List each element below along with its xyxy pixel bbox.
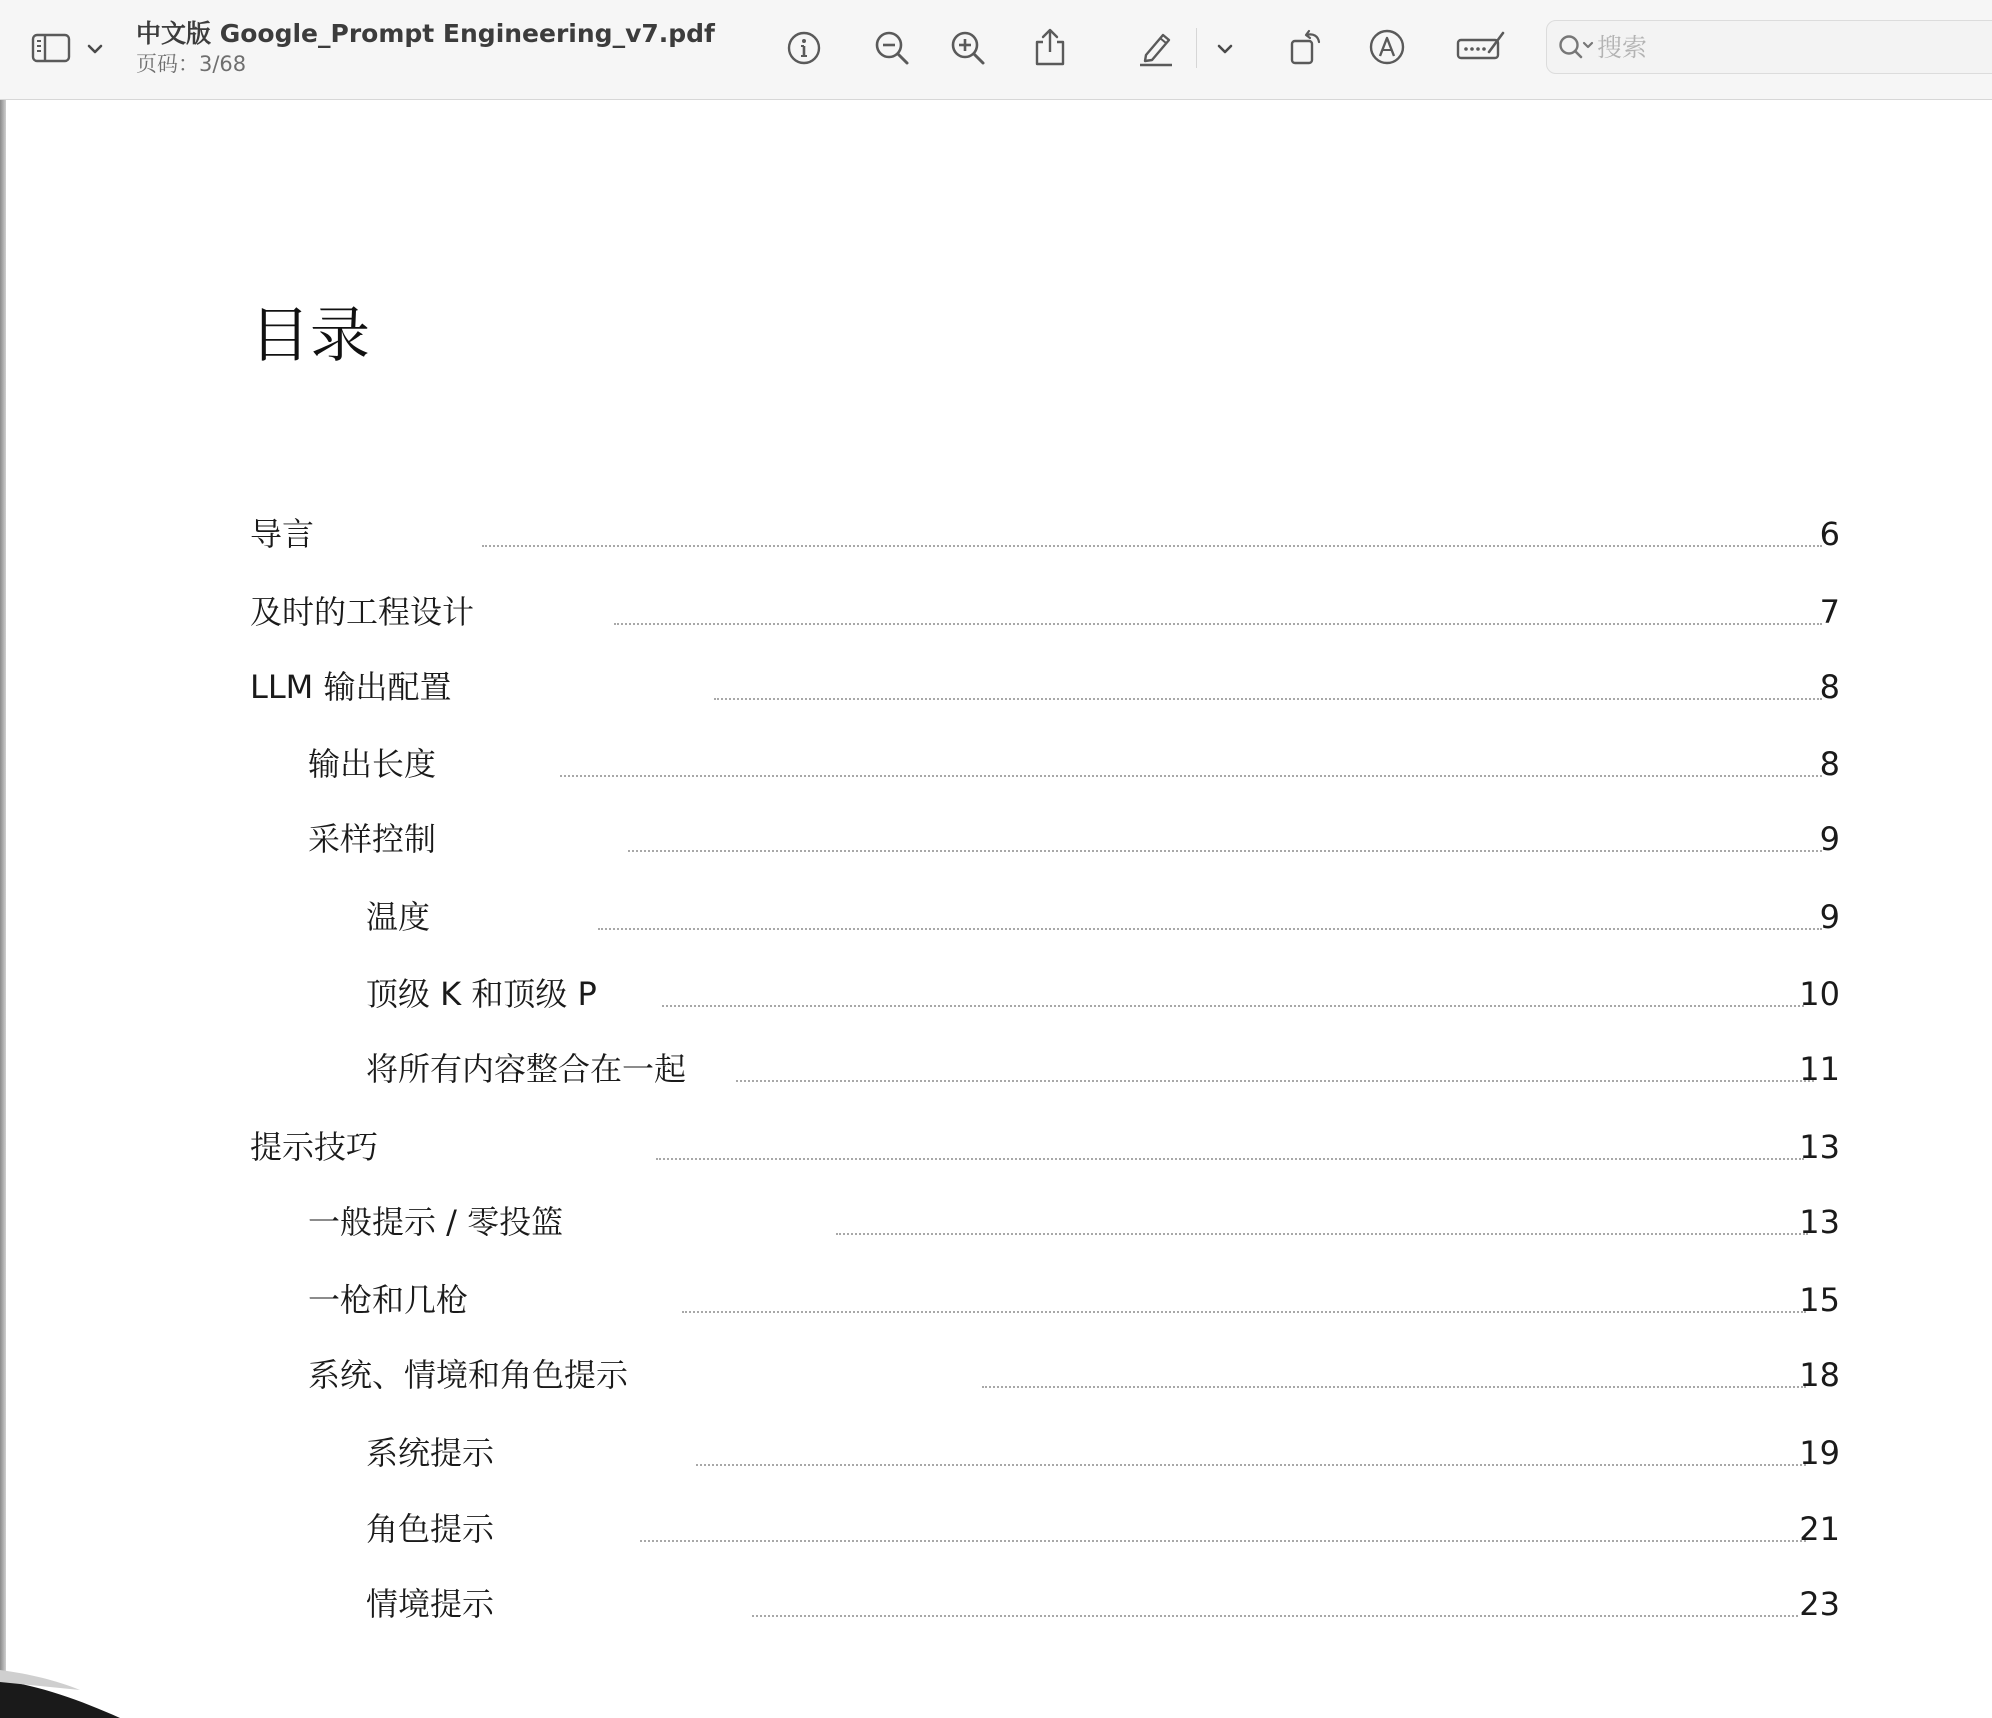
toc-entry[interactable]	[250, 1125, 1840, 1175]
toc-entry-page-number: 10	[1799, 975, 1840, 1013]
toc-entry-label: 温度	[366, 898, 431, 936]
toc-entry[interactable]	[250, 895, 1840, 945]
share-icon	[1032, 26, 1068, 68]
toc-entry-page-number: 9	[1819, 820, 1840, 858]
search-icon	[1557, 33, 1597, 67]
toc-entry-label: 及时的工程设计	[250, 593, 475, 631]
toc-entry-page-number: 23	[1799, 1585, 1840, 1623]
rotate-button[interactable]	[1284, 24, 1328, 70]
page-indicator: 页码：3/68	[136, 52, 247, 76]
search-input[interactable]	[1597, 29, 1977, 65]
toc-entry-page-number: 21	[1799, 1510, 1840, 1548]
toc-entry-page-number: 18	[1799, 1356, 1840, 1394]
sidebar-icon	[31, 32, 71, 64]
zoom-in-button[interactable]	[946, 26, 990, 70]
zoom-in-icon	[948, 28, 988, 68]
corner-shadow	[0, 1660, 140, 1718]
toc-entry-page-number: 8	[1819, 745, 1840, 783]
toc-entry[interactable]	[250, 1431, 1840, 1481]
toc-entry-label: 将所有内容整合在一起	[366, 1050, 687, 1088]
search-field[interactable]	[1546, 20, 1992, 74]
toc-dot-leader	[682, 1311, 1806, 1313]
toc-entry[interactable]	[250, 512, 1840, 562]
toc-dot-leader	[662, 1005, 1804, 1007]
toc-dot-leader	[752, 1615, 1798, 1617]
document-title-block	[136, 18, 715, 78]
toc-dot-leader	[598, 928, 1822, 930]
toc-dot-leader	[696, 1464, 1806, 1466]
toc-dot-leader	[482, 545, 1822, 547]
toc-entry-label: 顶级 K 和顶级 P	[366, 975, 597, 1013]
toc-entry[interactable]	[250, 590, 1840, 640]
toolbar	[0, 0, 1992, 100]
toc-entry-label: 一般提示 / 零投篮	[308, 1203, 564, 1241]
toc-dot-leader	[836, 1233, 1808, 1235]
zoom-out-button[interactable]	[870, 26, 914, 70]
toc-entry-page-number: 9	[1819, 898, 1840, 936]
highlight-button[interactable]	[1132, 24, 1180, 70]
toc-dot-leader	[640, 1540, 1806, 1542]
form-fill-button[interactable]	[1454, 26, 1508, 70]
toc-dot-leader	[628, 850, 1822, 852]
toolbar-divider	[1196, 28, 1197, 68]
highlight-pen-icon	[1136, 27, 1176, 67]
chevron-down-icon	[1216, 43, 1234, 55]
toc-entry[interactable]	[250, 817, 1840, 867]
rotate-icon	[1287, 27, 1325, 67]
chevron-down-icon	[86, 43, 104, 55]
toc-entry[interactable]	[250, 1278, 1840, 1328]
document-title: 中文版 Google_Prompt Engineering_v7.pdf	[136, 19, 715, 48]
info-icon	[785, 29, 823, 67]
toc-entry-page-number: 11	[1799, 1050, 1840, 1088]
toc-dot-leader	[560, 775, 1822, 777]
form-fill-icon	[1455, 28, 1507, 68]
toc-dot-leader	[656, 1158, 1804, 1160]
zoom-out-icon	[872, 28, 912, 68]
sidebar-toggle-button[interactable]	[28, 28, 74, 68]
toc-dot-leader	[982, 1386, 1806, 1388]
toc-entry[interactable]	[250, 742, 1840, 792]
markup-icon	[1367, 27, 1407, 67]
toc-entry[interactable]	[250, 1200, 1840, 1250]
toc-entry-label: 提示技巧	[250, 1128, 379, 1166]
toc-dot-leader	[714, 698, 1822, 700]
page-edge-shadow	[0, 100, 6, 1718]
toc-entry-label: 情境提示	[366, 1585, 495, 1623]
sidebar-options-button[interactable]	[82, 36, 108, 62]
toc-entry-label: 角色提示	[366, 1510, 495, 1548]
toc-entry-page-number: 15	[1799, 1281, 1840, 1319]
toc-entry[interactable]	[250, 1507, 1840, 1557]
toc-entry-page-number: 19	[1799, 1434, 1840, 1472]
toc-entry-label: LLM 输出配置	[250, 668, 452, 706]
toc-entry-page-number: 6	[1819, 515, 1840, 553]
toc-dot-leader	[614, 623, 1822, 625]
toc-entry-label: 系统提示	[366, 1434, 495, 1472]
toc-entry-page-number: 7	[1819, 593, 1840, 631]
toc-entry-page-number: 13	[1799, 1128, 1840, 1166]
share-button[interactable]	[1028, 24, 1072, 70]
toc-dot-leader	[736, 1080, 1814, 1082]
toc-entry[interactable]	[250, 665, 1840, 715]
toc-entry-label: 一枪和几枪	[308, 1281, 469, 1319]
toc-entry-label: 输出长度	[308, 745, 437, 783]
toc-entry[interactable]	[250, 1353, 1840, 1403]
toc-entry[interactable]	[250, 1047, 1840, 1097]
toc-entry-page-number: 8	[1819, 668, 1840, 706]
info-button[interactable]	[782, 26, 826, 70]
toc-entry-label: 导言	[250, 515, 315, 553]
toc-entry[interactable]	[250, 1582, 1840, 1632]
toc-entry[interactable]	[250, 972, 1840, 1022]
page-title: 目录	[250, 301, 370, 371]
markup-button[interactable]	[1364, 24, 1410, 70]
toc-entry-page-number: 13	[1799, 1203, 1840, 1241]
highlight-options-button[interactable]	[1212, 36, 1238, 62]
toc-entry-label: 采样控制	[308, 820, 437, 858]
toc-entry-label: 系统、情境和角色提示	[308, 1356, 629, 1394]
